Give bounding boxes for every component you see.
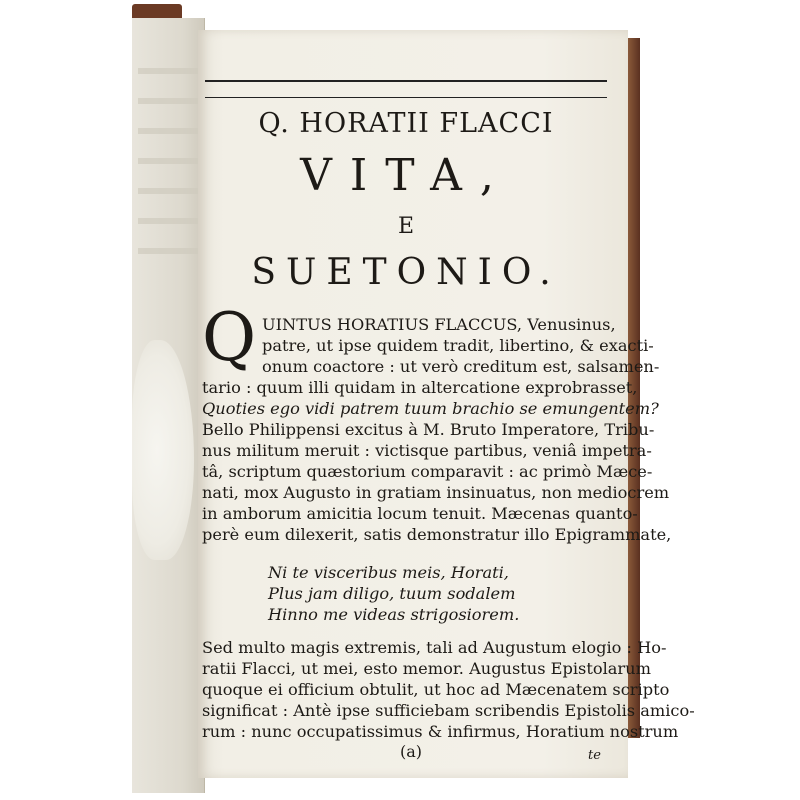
left-page-bleed-text xyxy=(138,248,198,254)
text-line: tâ, scriptum quæstorium comparavit : ac primò Mæce- xyxy=(202,462,653,481)
left-page-bleed-text xyxy=(138,98,198,104)
left-page-bleed-text xyxy=(138,158,198,164)
title-line-4: SUETONIO. xyxy=(251,252,561,293)
text-line: patre, ut ipse quidem tradit, libertino, & exacti- xyxy=(262,336,654,355)
text-line: UINTUS HORATIUS FLACCUS, Venusinus, xyxy=(262,315,616,334)
poem-line: Ni te visceribus meis, Horati, xyxy=(268,563,509,582)
text-line: nati, mox Augusto in gratiam insinuatus, non mediocrem xyxy=(202,483,670,502)
text-line: perè eum dilexerit, satis demonstratur illo Epigrammate, xyxy=(202,525,672,544)
page-number: (a) xyxy=(400,742,423,761)
drop-cap: Q xyxy=(202,299,257,376)
header-rule-top xyxy=(205,80,607,82)
title-line-1: Q. HORATII FLACCI xyxy=(258,108,554,139)
poem-line: Hinno me videas strigosiorem. xyxy=(268,605,520,624)
text-line: onum coactore : ut verò creditum est, salsamen- xyxy=(262,357,660,376)
text-line: in amborum amicitia locum tenuit. Mæcenas quanto- xyxy=(202,504,638,523)
poem-line: Plus jam diligo, tuum sodalem xyxy=(268,584,516,603)
title-line-2: VITA, xyxy=(300,150,512,201)
text-line: ratii Flacci, ut mei, esto memor. Augustus Epistolarum xyxy=(202,659,651,678)
left-page-bleed-text xyxy=(138,218,198,224)
text-line: tario : quum illi quidam in altercatione exprobrasset, xyxy=(202,378,638,397)
catchword: te xyxy=(588,748,601,763)
text-line: nus militum meruit : victisque partibus, veniâ impetra- xyxy=(202,441,652,460)
header-rule-bottom xyxy=(205,97,607,98)
text-line: quoque ei officium obtulit, ut hoc ad Mæcenatem scripto xyxy=(202,680,670,699)
text-line: significat : Antè ipse sufficiebam scribendis Epistolis amico- xyxy=(202,701,695,720)
left-page-bleed-text xyxy=(138,68,198,74)
text-line: Sed multo magis extremis, tali ad Augustum elogio : Ho- xyxy=(202,638,667,657)
left-page-bleed-text xyxy=(138,188,198,194)
text-line: rum : nunc occupatissimus & infirmus, Horatium nostrum xyxy=(202,722,679,741)
left-page-bleed-text xyxy=(138,128,198,134)
title-line-3: E xyxy=(397,214,415,239)
text-line: Bello Philippensi excitus à M. Bruto Imperatore, Tribu- xyxy=(202,420,655,439)
text-line-italic: Quoties ego vidi patrem tuum brachio se emungentem? xyxy=(202,399,659,418)
